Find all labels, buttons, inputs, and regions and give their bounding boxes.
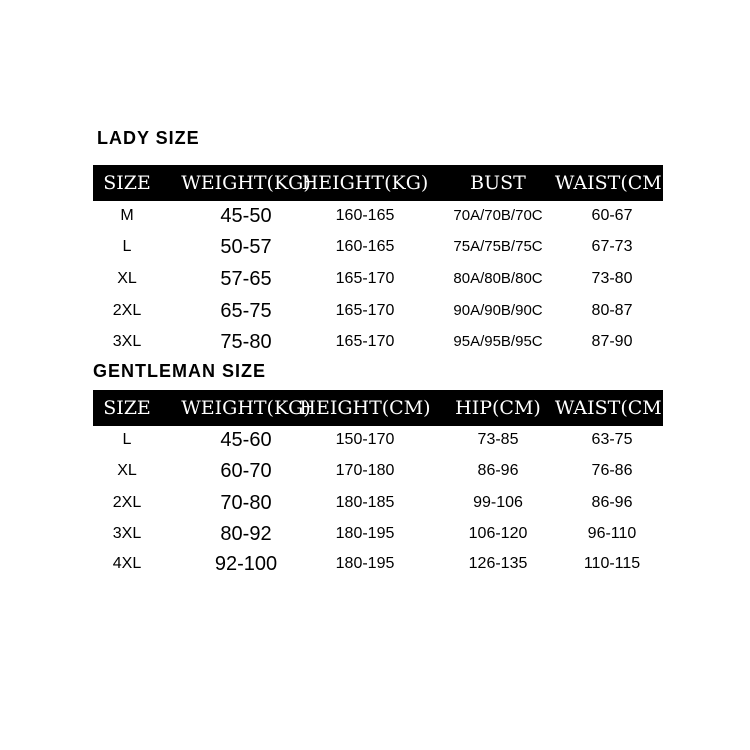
cell-size: 2XL: [112, 494, 142, 511]
cell-weight: 80-92: [220, 523, 272, 545]
cell-bust: 90A/90B/90C: [453, 302, 543, 319]
table-row: [93, 201, 663, 231]
cell-waist: 67-73: [591, 238, 633, 255]
header-size: SIZE: [103, 172, 151, 194]
cell-weight: 60-70: [220, 460, 272, 482]
cell-waist: 76-86: [591, 462, 633, 479]
cell-hip: 86-96: [477, 462, 519, 479]
header-waist: WAIST(CM): [554, 172, 670, 194]
table-row: [93, 488, 663, 518]
cell-weight: 45-60: [220, 429, 272, 451]
header-weight: WEIGHT(KG): [181, 397, 311, 419]
cell-weight: 50-57: [220, 236, 272, 258]
table-row: [93, 456, 663, 486]
cell-height: 160-165: [335, 238, 395, 255]
cell-height: 165-170: [335, 333, 395, 350]
cell-height: 180-195: [335, 525, 395, 542]
cell-waist: 86-96: [591, 494, 633, 511]
cell-waist: 80-87: [591, 302, 633, 319]
cell-hip: 73-85: [477, 431, 519, 448]
cell-weight: 92-100: [214, 553, 278, 575]
cell-height: 170-180: [335, 462, 395, 479]
cell-waist: 87-90: [591, 333, 633, 350]
cell-size: 2XL: [112, 302, 142, 319]
cell-bust: 70A/70B/70C: [453, 207, 543, 224]
cell-size: M: [120, 207, 134, 224]
table-row: [93, 232, 663, 262]
cell-waist: 96-110: [587, 525, 637, 542]
header-size: SIZE: [103, 397, 151, 419]
cell-height: 165-170: [335, 270, 395, 287]
header-bust: BUST: [470, 172, 526, 194]
cell-height: 180-195: [335, 555, 395, 572]
cell-weight: 70-80: [220, 492, 272, 514]
table-row: [93, 296, 663, 326]
cell-bust: 95A/95B/95C: [453, 333, 543, 350]
gentleman-size-title: GENTLEMAN SIZE: [93, 361, 267, 381]
lady-size-title: LADY SIZE: [97, 128, 200, 148]
cell-size: L: [122, 238, 132, 255]
gentleman-table-header: [93, 390, 670, 426]
cell-hip: 106-120: [468, 525, 528, 542]
cell-size: XL: [117, 270, 137, 287]
table-row: [93, 519, 663, 549]
cell-height: 165-170: [335, 302, 395, 319]
cell-bust: 75A/75B/75C: [453, 238, 543, 255]
table-row: [93, 327, 663, 357]
cell-weight: 45-50: [220, 205, 272, 227]
cell-waist: 63-75: [591, 431, 633, 448]
cell-size: L: [122, 431, 132, 448]
cell-bust: 80A/80B/80C: [453, 270, 543, 287]
cell-size: 3XL: [112, 525, 142, 542]
table-row: [93, 425, 663, 455]
cell-size: 3XL: [112, 333, 142, 350]
cell-waist: 60-67: [591, 207, 633, 224]
cell-weight: 57-65: [220, 268, 272, 290]
header-height: HEIGHT(CM): [299, 397, 431, 419]
cell-waist: 73-80: [591, 270, 633, 287]
cell-hip: 126-135: [468, 555, 528, 572]
cell-waist: 110-115: [583, 555, 641, 572]
header-waist: WAIST(CM): [554, 397, 670, 419]
table-row: [93, 264, 663, 294]
cell-weight: 65-75: [220, 300, 272, 322]
table-row: [93, 549, 663, 579]
cell-height: 180-185: [335, 494, 395, 511]
header-height: HEIGHT(KG): [301, 172, 429, 194]
cell-hip: 99-106: [473, 494, 523, 511]
lady-table-header: [93, 165, 670, 201]
cell-size: 4XL: [112, 555, 142, 572]
cell-size: XL: [117, 462, 137, 479]
header-weight: WEIGHT(KG): [181, 172, 311, 194]
cell-weight: 75-80: [220, 331, 272, 353]
header-hip: HIP(CM): [455, 397, 541, 419]
cell-height: 160-165: [335, 207, 395, 224]
cell-height: 150-170: [335, 431, 395, 448]
